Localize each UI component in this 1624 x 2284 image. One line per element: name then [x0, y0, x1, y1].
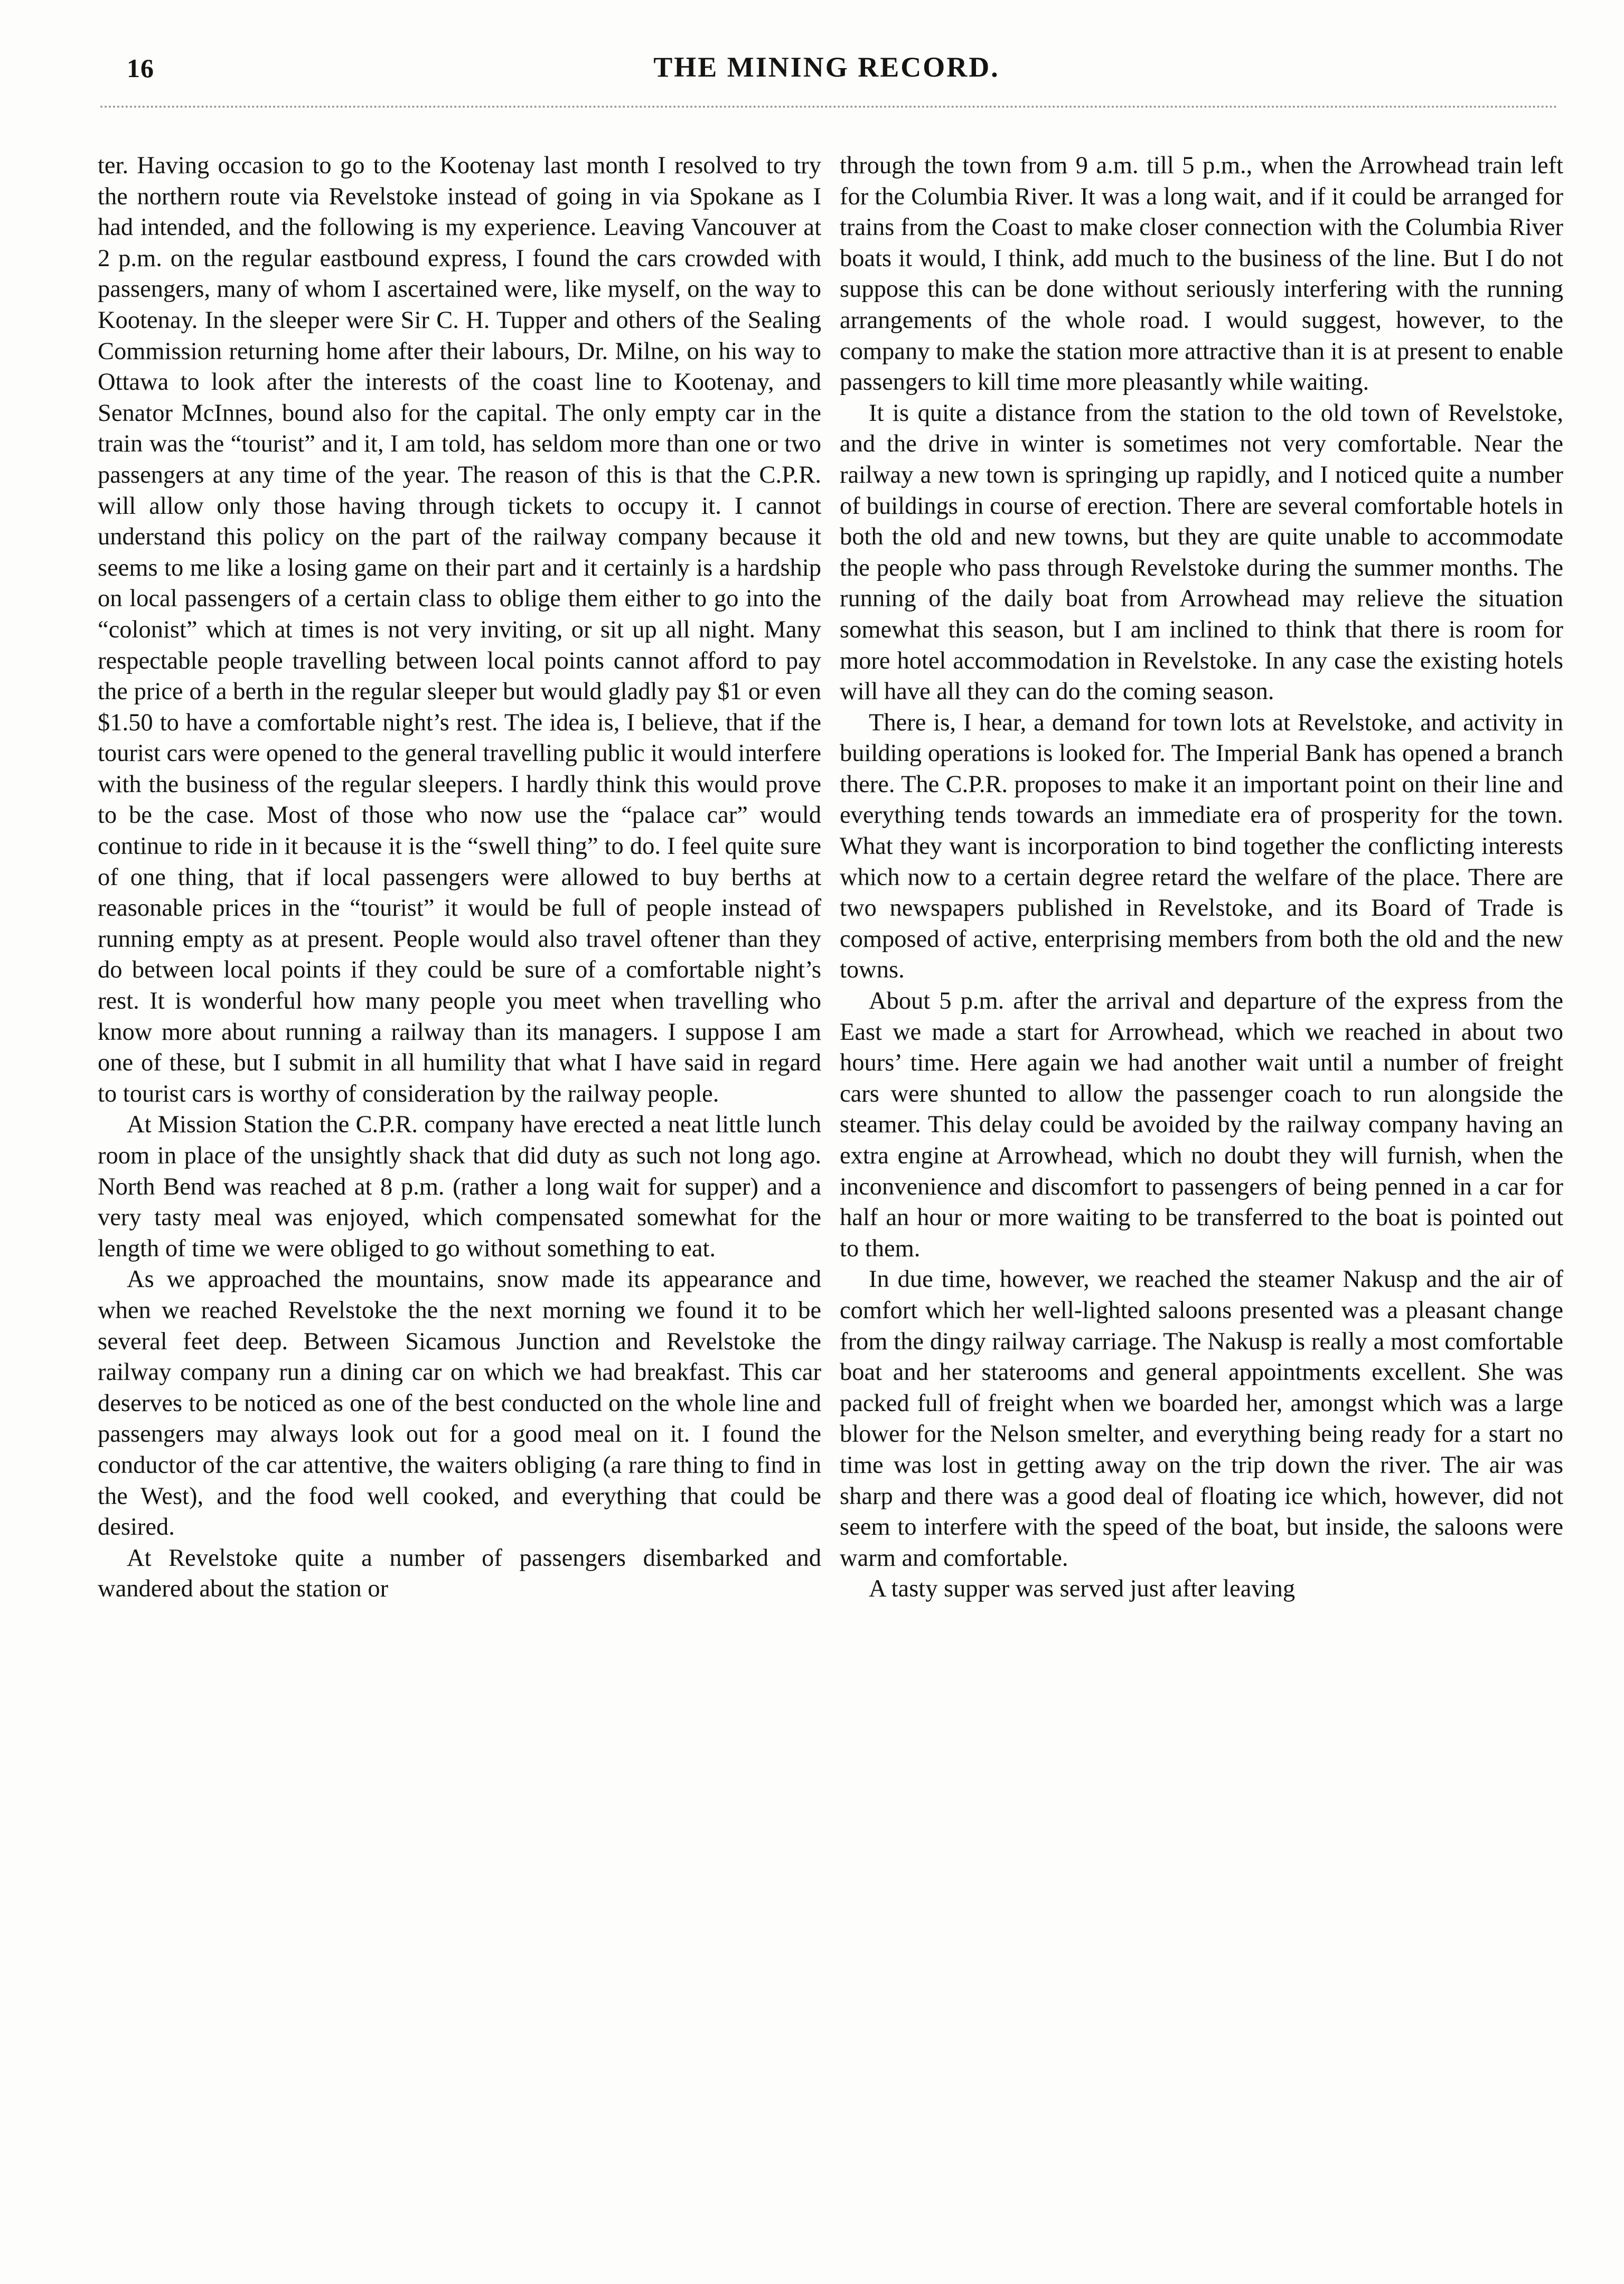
page-number: 16 [127, 53, 154, 83]
paragraph: There is, I hear, a demand for town lots at Revelstoke, and activity in building operations is looked for. The Imperial Bank has opened a branch there. The C.P.R. proposes to make it an important point on their line and everything tends towards an immediate era of prosperity for the town. What they want is incorporation to bind together the conflicting interests which now to a certain degree retard the welfare of the place. There are two newspapers published in Revelstoke, and its Board of Trade is composed of active, enterprising members from both the old and the new towns. [840, 709, 1563, 984]
paragraph: It is quite a distance from the station to the old town of Revelstoke, and the drive in winter is sometimes not very comfortable. Near the railway a new town is springing up rapidly, and I noticed quite a number of buildings in course of erection. There are several comfortable hotels in both the old and new towns, but they are quite unable to accommodate the people who pass through Revelstoke during the summer months. The running of the daily boat from Arrowhead may relieve the situation somewhat this season, but I am inclined to think that there is room for more hotel accommodation in Revelstoke. In any case the existing hotels will have all they can do the coming season. [840, 399, 1563, 706]
paragraph: At Mission Station the C.P.R. company have erected a neat little lunch room in place of the unsightly shack that did duty as such not long ago. North Bend was reached at 8 p.m. (rather a long wait for supper) and a very tasty meal was enjoyed, which compensated somewhat for the length of time we were obliged to go without something to eat. [98, 1111, 821, 1262]
journal-title: THE MINING RECORD. [653, 51, 1000, 83]
page-header [90, 51, 1563, 93]
paragraph: At Revelstoke quite a number of passengers disembarked and wandered about the station or [98, 1544, 821, 1603]
paragraph: A tasty supper was served just after leaving [869, 1575, 1296, 1603]
paragraph: ter. Having occasion to go to the Kootenay last month I resolved to try the northern route via Revelstoke instead of going in via Spokane as I had intended, and the following is my experience. Leaving Vancouver at 2 p.m. on the regular eastbound express, I found the cars crowded with passengers, many of whom I ascertained were, like myself, on the way to Kootenay. In the sleeper were Sir C. H. Tupper and others of the Sealing Commission returning home after their labours, Dr. Milne, on his way to Ottawa to look after the interests of the coast line to Kootenay, and Senator McInnes, bound also for the capital. The only empty car in the train was the “tourist” and it, I am told, has seldom more than one or two passengers at any time of the year. The reason of this is that the C.P.R. will allow only those having through tickets to occupy it. I cannot understand this policy on the part of the railway company because it seems to me like a losing game on their part and it certainly is a hardship on local passengers of a certain class to oblige them either to go into the “colonist” which at times is not very inviting, or sit up all night. Many respectable people travelling between local points cannot afford to pay the price of a berth in the regular sleeper but would gladly pay $1 or even $1.50 to have a comfortable night’s rest. The idea is, I believe, that if the tourist cars were opened to the general travelling public it would interfere with the business of the regular sleepers. I hardly think this would prove to be the case. Most of those who now use the “palace car” would continue to ride in it because it is the “swell thing” to do. I feel quite sure of one thing, that if local passengers were allowed to buy berths at reasonable prices in the “tourist” it would be full of people instead of running empty as at present. People would also travel oftener than they do between local points if they could be sure of a comfortable night’s rest. It is wonderful how many people you meet when travelling who know more about running a railway than its managers. I suppose I am one of these, but I submit in all humility that what I have said in regard to tourist cars is worthy of consideration by the railway people. [98, 152, 821, 1107]
paragraph: About 5 p.m. after the arrival and departure of the express from the East we made a start for Arrowhead, which we reached in about two hours’ time. Here again we had another wait until a number of freight cars were shunted to allow the passenger coach to run alongside the steamer. This delay could be avoided by the railway company having an extra engine at Arrowhead, which no doubt they will furnish, when the inconvenience and discomfort to passengers of being penned in a car for half an hour or more waiting to be transferred to the boat is pointed out to them. [840, 988, 1563, 1262]
right-column [840, 151, 1563, 2252]
left-column [98, 151, 821, 2252]
paragraph: through the town from 9 a.m. till 5 p.m., when the Arrowhead train left for the Columbia River. It was a long wait, and if it could be arranged for trains from the Coast to make closer connection with the Columbia River boats it would, I think, add much to the business of the line. But I do not suppose this can be done without seriously interfering with the running arrangements of the whole road. I would suggest, however, to the company to make the station more attractive than it is at present to enable passengers to kill time more pleasantly while waiting. [840, 152, 1563, 396]
paragraph: In due time, however, we reached the steamer Nakusp and the air of comfort which her well-lighted saloons presented was a pleasant change from the dingy railway carriage. The Nakusp is really a most comfortable boat and her staterooms and general appointments excellent. She was packed full of freight when we boarded her, amongst which was a large blower for the Nelson smelter, and everything being ready for a start no time was lost in getting away on the trip down the river. The air was sharp and there was a good deal of floating ice which, however, did not seem to interfere with the speed of the boat, but inside, the saloons were warm and comfortable. [840, 1266, 1563, 1572]
paragraph: As we approached the mountains, snow made its appearance and when we reached Revelstoke the the next morning we found it to be several feet deep. Between Sicamous Junction and Revelstoke the railway company run a dining car on which we had breakfast. This car deserves to be noticed as one of the best conducted on the whole line and passengers may always look out for a good meal on it. I found the conductor of the car attentive, the waiters obliging (a rare thing to find in the West), and the food well cooked, and everything that could be desired. [98, 1266, 821, 1541]
header-rule [100, 106, 1558, 108]
